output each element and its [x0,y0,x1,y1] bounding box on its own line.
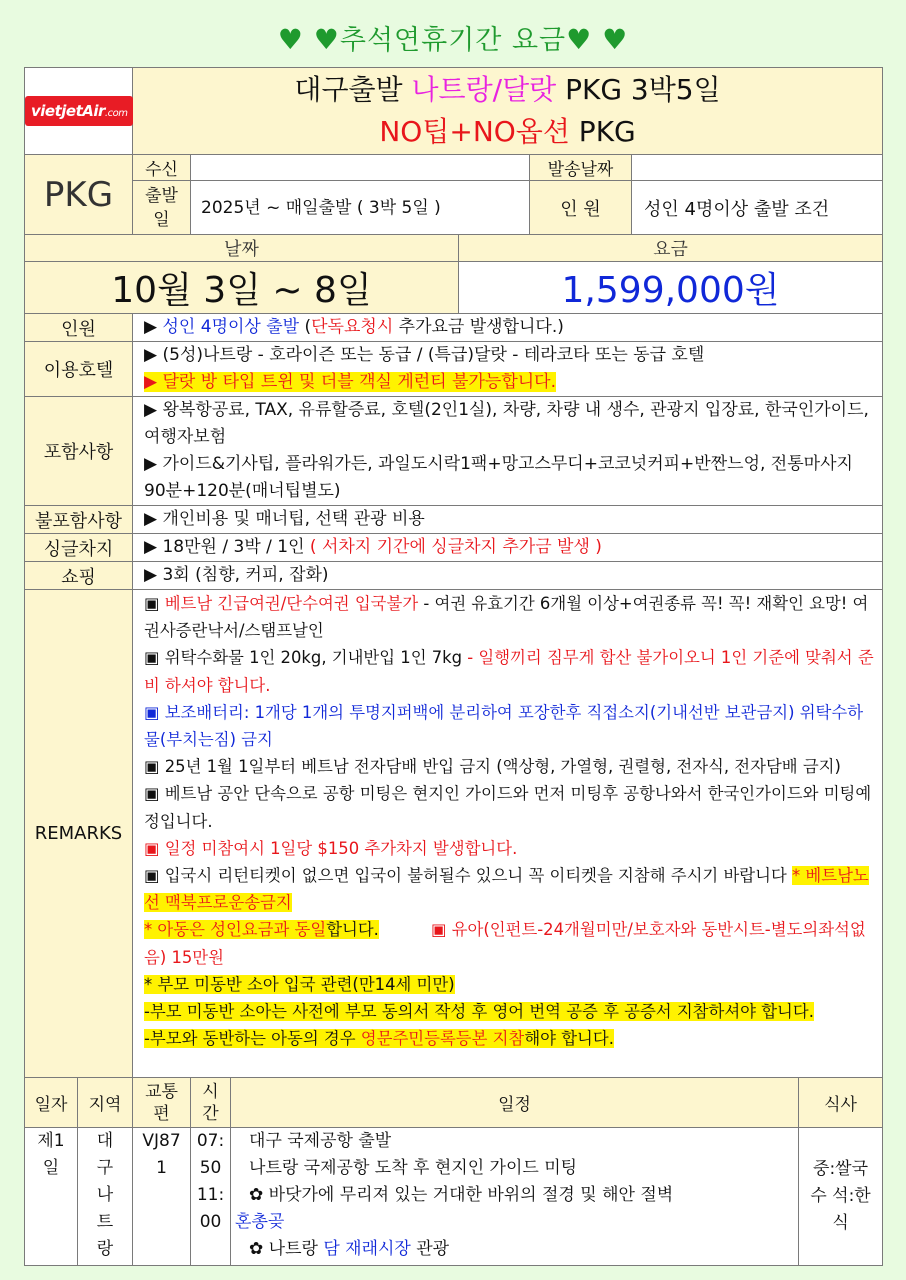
pkg-label: PKG [25,155,133,235]
date-value: 10월 3일 ~ 8일 [25,262,459,314]
day1-meal: 중:쌀국수 석:한식 [799,1128,883,1266]
people-value: 성인 4명이상 출발 조건 [632,181,883,235]
hotel-row: ▶ (5성)나트랑 - 호라이즌 또는 동급 / (특급)달랏 - 테라코타 또는 동급 호텔 ▶ 달랏 방 타입 트윈 및 더블 객실 게런티 불가능합니다. [133,342,883,397]
col-day: 일자 [25,1078,78,1128]
depart-label: 출발일 [133,181,191,235]
included-label: 포함사항 [25,397,133,506]
package-sheet [24,67,883,1266]
col-time: 시간 [191,1078,231,1128]
people-row: ▶ 성인 4명이상 출발 (단독요청시 추가요금 발생합니다.) [133,314,883,342]
heart-icon: ♥ ♥ [277,23,340,56]
people-row-label: 인원 [25,314,133,342]
recv-value [191,155,530,181]
included-row: ▶ 왕복항공료, TAX, 유류할증료, 호텔(2인1실), 차량, 차량 내 생수, 관광지 입장료, 한국인가이드, 여행자보험 ▶ 가이드&기사팁, 플라워가든, 과일도시락1팩+망고스무디+코코넛커피+반짠느엉, 전통마사지 90분+120분(매너팁별도) [133,397,883,506]
people-label: 인 원 [530,181,632,235]
single-row: ▶ 18만원 / 3박 / 1인 ( 서차지 기간에 싱글차지 추가금 발생 ) [133,534,883,562]
airline-logo: vietjetAir.com [25,68,133,155]
col-meal: 식사 [799,1078,883,1128]
shopping-row: ▶ 3회 (침향, 커피, 잡화) [133,562,883,590]
price-label: 요금 [459,235,883,262]
col-itinerary: 일정 [231,1078,799,1128]
remarks-label: REMARKS [25,590,133,1078]
day1-region: 대구 나트랑 [78,1128,133,1266]
col-region: 지역 [78,1078,133,1128]
title-text: 추석연휴기간 요금 [339,25,567,56]
day1-time: 07:50 11:00 [191,1128,231,1266]
remarks-body: ▣ 베트남 긴급여권/단수여권 입국불가 - 여권 유효기간 6개월 이상+여권종류 꼭! 꼭! 재확인 요망! 여권사증란낙서/스탬프날인 ▣ 위탁수화물 1인 20kg, 기내반입 1인 7kg - 일행끼리 짐무게 합산 불가이오니 1인 기준에 맞춰서 준비 하셔야 합니다. ▣ 보조배터리: 1개당 1개의 투명지퍼백에 분리하여 포장한후 직접소지(기내선반 보관금지) 위탁수하물(부치는짐) 금지 ▣ 25년 1월 1일부터 베트남 전자담배 반입 금지 (액상형, 가열형, 권렬형, 전자식, 전자담배 금지) ▣ 베트남 공안 단속으로 공항 미팅은 현지인 가이드와 먼저 미팅후 공항나와서 한국인가이드와 미팅예정입니다. ▣ 일정 미참여시 1일당 $150 추가차지 발생합니다. ▣ 입국시 리턴티켓이 없으면 입국이 불허될수 있으니 꼭 이티켓을 지참해 주시기 바랍니다 * 베트남노선 맥북프로운송금지 * 아동은 성인요금과 동일합니다. ▣ 유아(인펀트-24개월미만/보호자와 동반시트-별도의좌석없음) 15만원 * 부모 미동반 소아 입국 관련(만14세 미만) -부모 미동반 소아는 사전에 부모 동의서 작성 후 영어 번역 공증 후 공증서 지참하셔야 합니다. -부모와 동반하는 아동의 경우 영문주민등록등본 지참해야 합니다. [133,590,883,1078]
date-label: 날짜 [25,235,459,262]
excluded-row: ▶ 개인비용 및 매너팁, 선택 관광 비용 [133,506,883,534]
recv-label: 수신 [133,155,191,181]
heart-icon: ♥ ♥ [566,23,629,56]
page-title [0,18,906,57]
hotel-label: 이용호텔 [25,342,133,397]
excluded-label: 불포함사항 [25,506,133,534]
day1-day: 제1일 [25,1128,78,1266]
shopping-label: 쇼핑 [25,562,133,590]
price-value: 1,599,000원 [459,262,883,314]
depart-value: 2025년 ~ 매일출발 ( 3박 5일 ) [191,181,530,235]
send-date-label: 발송날짜 [530,155,632,181]
day1-flight: VJ871 [133,1128,191,1266]
single-label: 싱글차지 [25,534,133,562]
package-header: 대구출발 나트랑/달랏 PKG 3박5일 NO팁+NO옵션 PKG [133,68,883,155]
send-date-value [632,155,883,181]
col-transport: 교통편 [133,1078,191,1128]
day1-itinerary: 대구 국제공항 출발 나트랑 국제공항 도착 후 현지인 가이드 미팅 ✿ 바닷가에 무리져 있는 거대한 바위의 절경 및 해안 절벽 혼총곶 ✿ 나트랑 담 재래시장 관광 [231,1128,799,1266]
